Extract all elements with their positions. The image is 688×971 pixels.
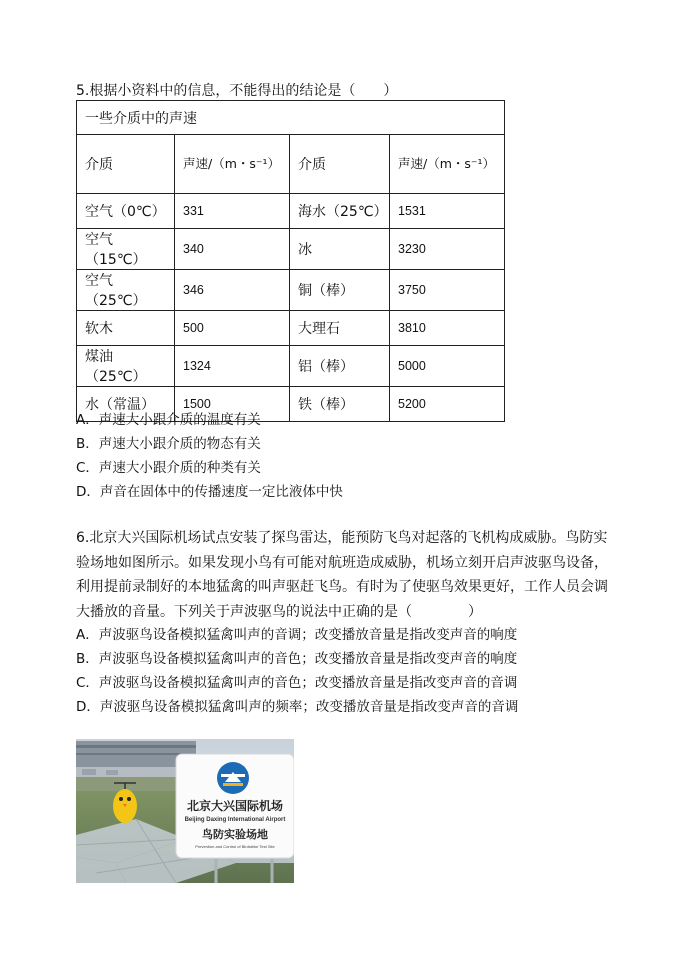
option-a[interactable]: A．声波驱鸟设备模拟猛禽叫声的音调；改变播放音量是指改变声音的响度	[76, 627, 518, 643]
cell-medium: 空气（15℃）	[77, 229, 175, 270]
question-6-line: 大播放的音量。下列关于声波驱鸟的说法中正确的是（ ）	[76, 603, 482, 620]
cell-medium: 软木	[77, 311, 175, 346]
sound-speed-table	[76, 100, 505, 422]
question-6-options	[76, 623, 518, 719]
cell-medium: 铜（棒）	[290, 270, 390, 311]
question-5-title: 5.根据小资料中的信息，不能得出的结论是（ ）	[76, 83, 398, 99]
option-a[interactable]: A．声速大小跟介质的温度有关	[76, 412, 261, 428]
cell-speed: 1324	[175, 346, 290, 387]
question-6-stem	[76, 526, 616, 624]
cell-speed: 340	[175, 229, 290, 270]
cell-medium: 铁（棒）	[290, 387, 390, 422]
cell-speed: 5200	[390, 387, 505, 422]
option-d[interactable]: D．声波驱鸟设备模拟猛禽叫声的频率；改变播放音量是指改变声音的音调	[76, 699, 519, 715]
header-medium: 介质	[77, 135, 175, 194]
table-row	[77, 270, 505, 311]
table-row	[77, 194, 505, 229]
table-row	[77, 346, 505, 387]
table-header-row	[77, 135, 505, 194]
cell-speed: 3230	[390, 229, 505, 270]
sign-title: 北京大兴国际机场	[186, 799, 284, 813]
header-speed: 声速/（m・s⁻¹）	[390, 135, 505, 194]
option-d[interactable]: D．声音在固体中的传播速度一定比液体中快	[76, 484, 343, 500]
cell-medium: 水（常温）	[77, 387, 175, 422]
option-b[interactable]: B．声波驱鸟设备模拟猛禽叫声的音色；改变播放音量是指改变声音的响度	[76, 651, 518, 667]
cell-medium: 空气（25℃）	[77, 270, 175, 311]
cell-speed: 500	[175, 311, 290, 346]
table-row	[77, 311, 505, 346]
cell-medium: 海水（25℃）	[290, 194, 390, 229]
cell-speed: 1531	[390, 194, 505, 229]
option-c[interactable]: C．声波驱鸟设备模拟猛禽叫声的音色；改变播放音量是指改变声音的音调	[76, 675, 518, 691]
sign-subtitle: 鸟防实验场地	[202, 828, 268, 841]
sign-english: Beijing Daxing International Airport	[184, 817, 286, 823]
cell-speed: 3810	[390, 311, 505, 346]
cell-speed: 1500	[175, 387, 290, 422]
question-6-line: 利用提前录制好的本地猛禽的叫声驱赶飞鸟。有时为了使驱鸟效果更好，工作人员会调	[76, 579, 608, 595]
cell-speed: 3750	[390, 270, 505, 311]
header-speed: 声速/（m・s⁻¹）	[175, 135, 290, 194]
cell-speed: 331	[175, 194, 290, 229]
question-6-line: 验场地如图所示。如果发现小鸟有可能对航班造成威胁，机场立刻开启声波驱鸟设备，	[76, 554, 608, 571]
question-6-line: 6.北京大兴国际机场试点安装了探鸟雷达，能预防飞鸟对起落的飞机构成威胁。鸟防实	[76, 530, 608, 546]
option-b[interactable]: B．声速大小跟介质的物态有关	[76, 436, 261, 452]
option-c[interactable]: C．声速大小跟介质的种类有关	[76, 460, 261, 476]
cell-medium: 大理石	[290, 311, 390, 346]
table-row	[77, 229, 505, 270]
cell-medium: 铝（棒）	[290, 346, 390, 387]
header-medium: 介质	[290, 135, 390, 194]
question-5-options	[76, 408, 343, 504]
cell-medium: 冰	[290, 229, 390, 270]
sign-subtitle-english: Prevention and Control of Birdstrike Test Site	[195, 844, 275, 849]
table-caption-row	[77, 101, 505, 135]
airport-bird-test-site-photo	[76, 739, 294, 883]
cell-medium: 煤油（25℃）	[77, 346, 175, 387]
cell-medium: 空气（0℃）	[77, 194, 175, 229]
cell-speed: 5000	[390, 346, 505, 387]
table-caption: 一些介质中的声速	[77, 101, 505, 135]
cell-speed: 346	[175, 270, 290, 311]
